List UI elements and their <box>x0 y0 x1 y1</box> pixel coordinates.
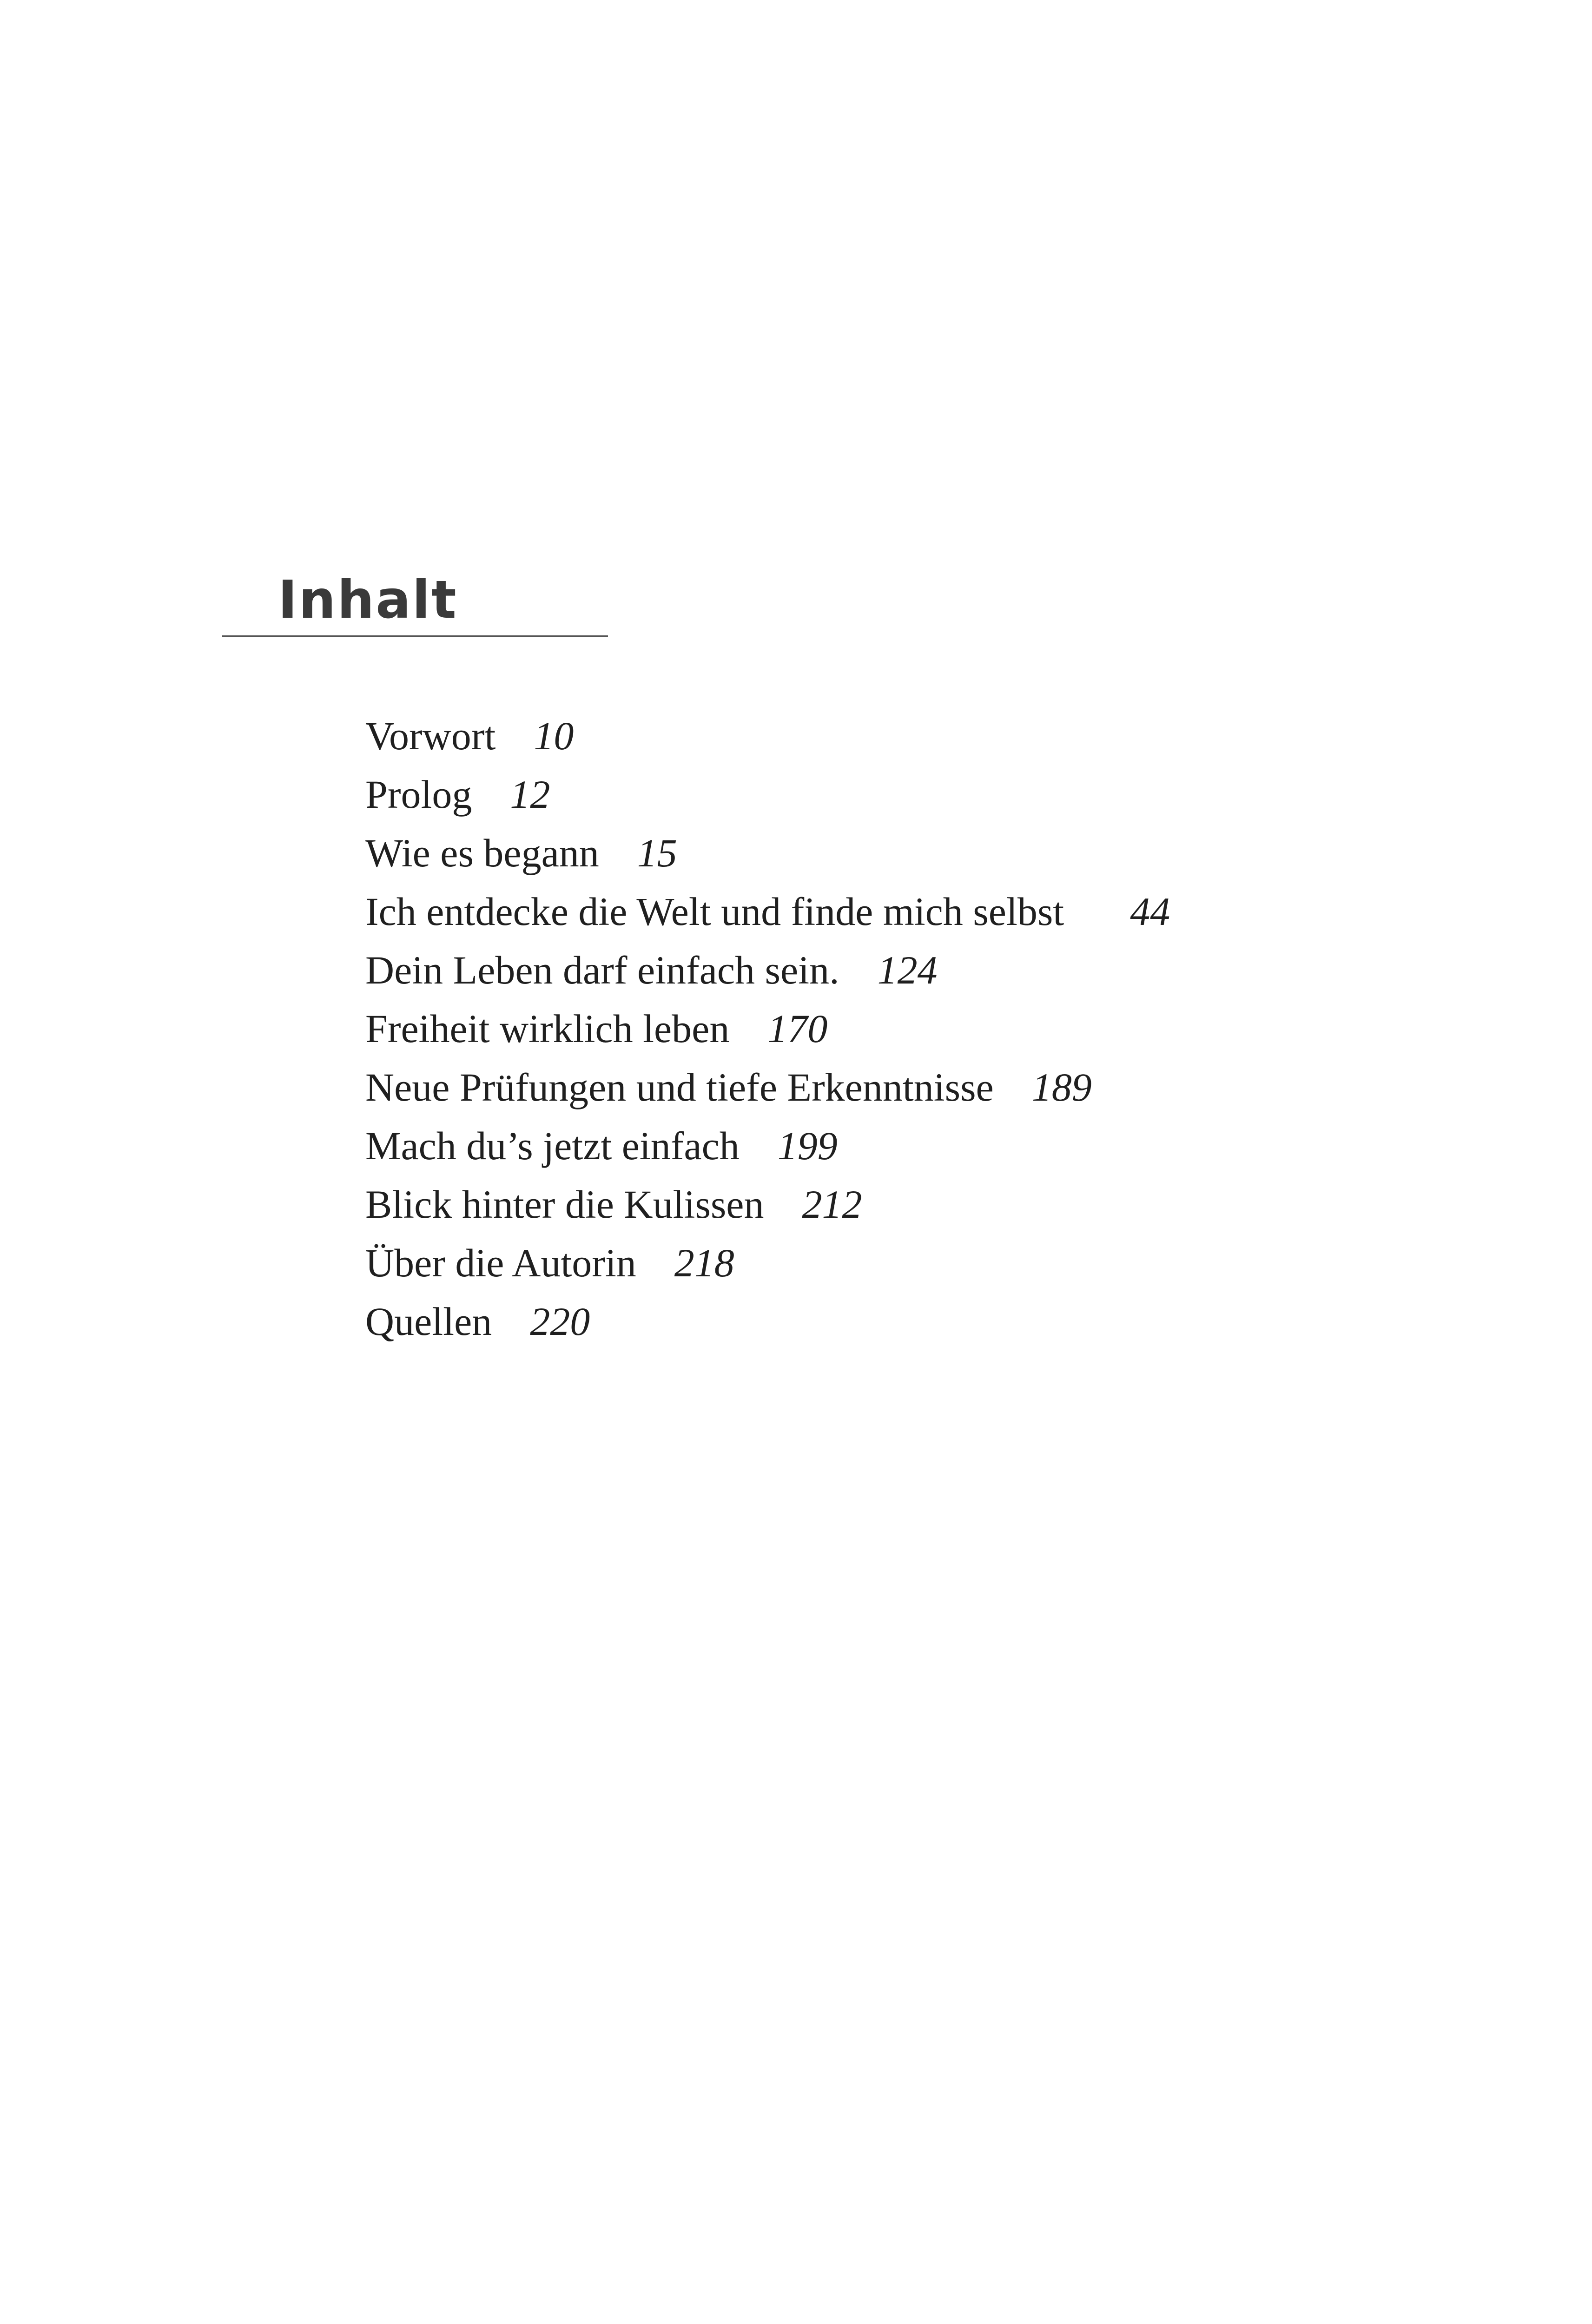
page-title: Inhalt <box>278 570 458 630</box>
toc-entry-freiheit <box>365 999 1170 1058</box>
table-of-contents <box>365 706 1170 1351</box>
toc-entry-title: Quellen <box>365 1299 492 1344</box>
toc-entry-page: 189 <box>1031 1065 1092 1109</box>
toc-entry-blick-hinter-die-kulissen <box>365 1175 1170 1234</box>
toc-entry-prolog <box>365 765 1170 824</box>
toc-entry-title: Mach du’s jetzt einfach <box>365 1123 740 1168</box>
toc-entry-title: Wie es begann <box>365 831 599 875</box>
toc-entry-page: 12 <box>510 772 550 817</box>
toc-entry-page: 10 <box>534 713 574 758</box>
toc-entry-title: Über die Autorin <box>365 1241 636 1285</box>
toc-entry-wie-es-begann <box>365 824 1170 882</box>
toc-entry-page: 15 <box>637 831 677 875</box>
toc-entry-title: Blick hinter die Kulissen <box>365 1182 764 1227</box>
toc-entry-page: 44 <box>1130 889 1170 934</box>
toc-entry-page: 124 <box>877 948 938 992</box>
toc-entry-title: Dein Leben darf einfach sein. <box>365 948 839 992</box>
title-underline <box>222 635 608 637</box>
toc-entry-title: Neue Prüfungen und tiefe Erkenntnisse <box>365 1065 994 1109</box>
toc-entry-title: Freiheit wirklich leben <box>365 1006 730 1051</box>
toc-entry-ueber-die-autorin <box>365 1234 1170 1292</box>
toc-entry-title: Vorwort <box>365 713 496 758</box>
toc-entry-page: 220 <box>530 1299 590 1344</box>
toc-entry-page: 212 <box>802 1182 862 1227</box>
toc-entry-quellen <box>365 1292 1170 1351</box>
toc-entry-title: Ich entdecke die Welt und finde mich selbst <box>365 889 1064 934</box>
toc-entry-page: 199 <box>777 1123 838 1168</box>
toc-entry-page: 218 <box>674 1241 734 1285</box>
toc-entry-neue-pruefungen <box>365 1058 1170 1116</box>
toc-entry-dein-leben <box>365 941 1170 999</box>
toc-entry-mach-dus <box>365 1116 1170 1175</box>
toc-entry-ich-entdecke-die-welt <box>365 882 1170 941</box>
toc-entry-title: Prolog <box>365 772 472 817</box>
toc-entry-page: 170 <box>767 1006 828 1051</box>
toc-entry-vorwort <box>365 706 1170 765</box>
